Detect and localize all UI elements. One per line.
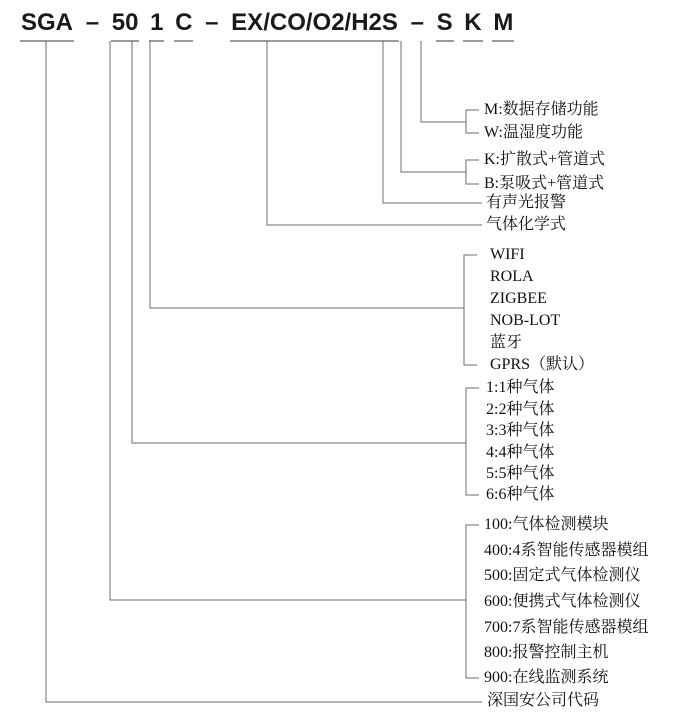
label-series-900: 900:在线监测系统	[484, 669, 609, 686]
label-series-500: 500:固定式气体检测仪	[484, 567, 641, 584]
label-series-400: 400:4系智能传感器模组	[484, 542, 649, 559]
label-series-600: 600:便携式气体检测仪	[484, 593, 641, 610]
line-sampling	[401, 41, 466, 172]
bracket-comm	[464, 255, 477, 365]
label-gas-count-6: 6:6种气体	[486, 486, 555, 503]
label-gas-count-5: 5:5种气体	[486, 465, 555, 482]
bracket-gas-count	[466, 388, 479, 495]
dash-separator: –	[205, 9, 219, 36]
model-series-code: 50	[111, 8, 140, 42]
label-function-w: W:温湿度功能	[484, 124, 583, 141]
label-comm-wifi: WIFI	[490, 246, 525, 263]
model-code-title	[20, 8, 514, 42]
label-comm-noblot: NOB-LOT	[490, 312, 561, 329]
model-gas-count-code: 1	[149, 8, 164, 42]
label-comm-zigbee: ZIGBEE	[490, 290, 547, 307]
label-comm-rola: ROLA	[490, 268, 534, 285]
label-gas-count-3: 3:3种气体	[486, 422, 555, 439]
bracket-sampling	[466, 160, 479, 184]
bracket-series	[466, 525, 479, 678]
dash-separator: –	[410, 9, 424, 36]
label-sampling-k: K:扩散式+管道式	[484, 151, 606, 168]
dash-separator: –	[85, 9, 100, 36]
line-formula	[267, 41, 482, 225]
model-function-code: M	[492, 8, 514, 42]
label-series-800: 800:报警控制主机	[484, 644, 609, 661]
bracket-function	[466, 110, 479, 133]
model-company-code: SGA	[20, 8, 74, 42]
label-gas-count-4: 4:4种气体	[486, 444, 555, 461]
label-gas-formula: 气体化学式	[486, 216, 567, 233]
label-alarm: 有声光报警	[486, 194, 567, 211]
label-gas-count-1: 1:1种气体	[486, 379, 555, 396]
line-gas-count	[132, 41, 466, 443]
line-company	[46, 41, 482, 702]
label-series-100: 100:气体检测模块	[484, 516, 609, 533]
label-company-code: 深国安公司代码	[487, 692, 600, 709]
model-comm-code: C	[174, 8, 193, 42]
line-alarm	[383, 41, 482, 203]
label-gas-count-2: 2:2种气体	[486, 401, 555, 418]
model-alarm-code: S	[436, 8, 454, 42]
label-series-700: 700:7系智能传感器模组	[484, 619, 649, 636]
label-function-m: M:数据存储功能	[484, 101, 599, 118]
line-comm	[150, 41, 464, 308]
label-sampling-b: B:泵吸式+管道式	[484, 175, 605, 192]
line-function	[421, 41, 466, 122]
label-comm-gprs: GPRS（默认）	[490, 356, 595, 373]
label-comm-bluetooth: 蓝牙	[490, 334, 523, 351]
model-sampling-code: K	[463, 8, 482, 42]
line-series	[110, 41, 466, 600]
model-gas-formula-code: EX/CO/O2/H2S	[230, 8, 399, 42]
